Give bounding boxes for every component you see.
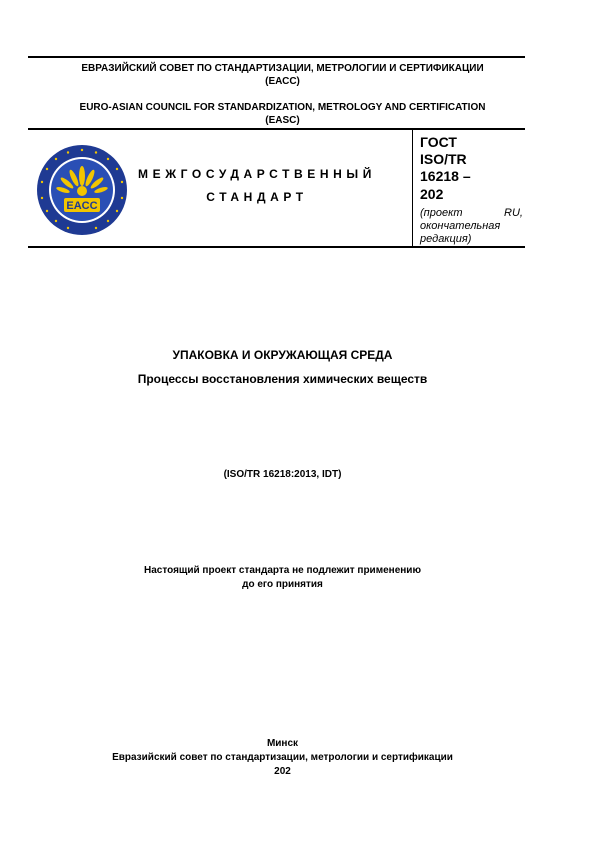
council-name-ru bbox=[28, 62, 537, 88]
footer-publisher: Евразийский совет по стандартизации, метрологии и сертификации bbox=[112, 752, 453, 763]
project-status-line3: редакция) bbox=[420, 233, 472, 245]
project-language: RU, bbox=[504, 207, 523, 219]
council-abbr-en: (EASC) bbox=[265, 115, 300, 126]
project-status bbox=[420, 207, 523, 246]
council-name-en-line1: EURO-ASIAN COUNCIL FOR STANDARDIZATION, METROLOGY AND CERTIFICATION bbox=[79, 102, 486, 113]
upper-header-rule bbox=[28, 128, 525, 130]
designation-divider bbox=[412, 130, 413, 246]
easc-logo-icon bbox=[36, 144, 128, 236]
document-title: УПАКОВКА И ОКРУЖАЮЩАЯ СРЕДА bbox=[172, 348, 393, 362]
project-status-line1 bbox=[420, 207, 523, 220]
draft-notice-line1: Настоящий проект стандарта не подлежит применению bbox=[143, 565, 421, 576]
designation-year: 202 bbox=[420, 186, 444, 202]
lower-header-rule bbox=[28, 246, 525, 248]
emblem-label: EACC bbox=[66, 200, 98, 212]
draft-notice-line2: до его принятия bbox=[242, 579, 323, 590]
designation-gost: ГОСТ bbox=[420, 134, 457, 150]
council-abbr-ru: (ЕАСС) bbox=[265, 76, 300, 87]
council-name-ru-line1: ЕВРАЗИЙСКИЙ СОВЕТ ПО СТАНДАРТИЗАЦИИ, МЕТРОЛОГИИ И СЕРТИФИКАЦИИ bbox=[81, 63, 484, 74]
footer-city: Минск bbox=[266, 738, 299, 749]
easc-emblem bbox=[36, 144, 128, 236]
top-rule bbox=[28, 56, 525, 58]
footer-year: 202 bbox=[274, 766, 291, 777]
standard-type-line2: СТАНДАРТ bbox=[206, 190, 308, 204]
standard-type-line1: МЕЖГОСУДАРСТВЕННЫЙ bbox=[138, 167, 376, 181]
designation-iso-tr: ISO/TR bbox=[420, 151, 467, 167]
council-name-en bbox=[28, 101, 537, 127]
document-subtitle: Процессы восстановления химических веществ bbox=[137, 372, 428, 386]
project-status-line2: окончательная bbox=[420, 220, 501, 232]
designation-number: 16218 – bbox=[420, 168, 471, 184]
international-identity: (ISO/TR 16218:2013, IDT) bbox=[223, 469, 342, 480]
project-word: (проект bbox=[420, 207, 463, 219]
